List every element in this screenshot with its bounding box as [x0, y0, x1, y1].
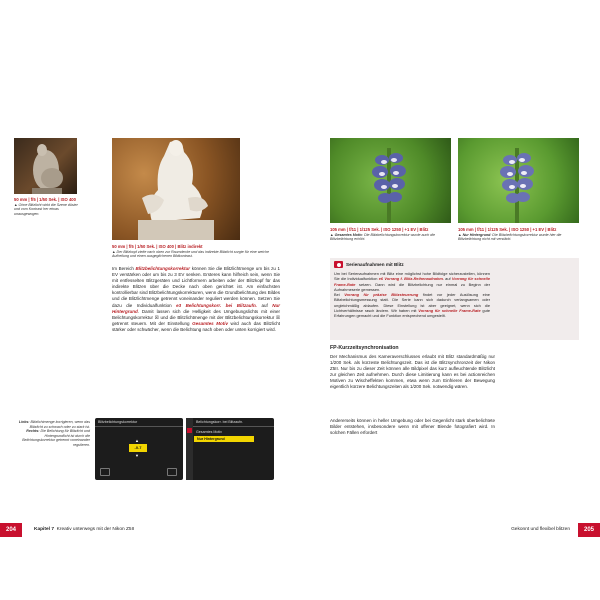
- camera-icon: [334, 261, 343, 268]
- photo2-caption-text: ▲ Der Blitzkopf zielte nach oben zur Raumdecke und das indirekte Blitzlicht sorgte für eine weiche Aufhellung und einen ausgeglichenen Bildkontrast.: [112, 250, 269, 259]
- section-heading: FP-Kurzzeitsynchronisation: [330, 345, 399, 351]
- term-gesamtes-motiv: Gesamtes Motiv: [192, 320, 228, 326]
- photo-lupine-whole-subject: [330, 138, 451, 223]
- photo-statue-no-flash: [14, 138, 77, 194]
- info-box-burst-flash: [330, 258, 579, 340]
- camera-screen-exposure-comp-flash: [186, 418, 274, 480]
- photo-lupine-background-only: [458, 138, 579, 223]
- custom-menu-icon: [187, 428, 192, 433]
- screen-left-title: Blitzbelichtungskorrektur: [98, 420, 138, 424]
- side-note: Links: Blitzlichtmenge korrigieren, wenn das Blitzlicht zu schwach oder zu stark ist. Rechts: Die Belichtung für Blitzlicht und Hintergrundlicht ist durch die Belichtungskorrektur getrennt voneinander regulieren.: [18, 420, 90, 447]
- term-nur-hintergrund: Nur Hintergrund: [112, 302, 280, 314]
- term-blitzbelichtungskorrektur: Blitzbelichtungskorrektur: [135, 266, 191, 271]
- footer-section-title: Gekonnt und flexibel blitzen: [511, 527, 570, 532]
- body-paragraph: Im Bereich Blitzbelichtungskorrektur können Sie die Blitzlichtmenge um bis zu 1 EV verstärken oder um bis zu 3 EV senken. Ersteres kann hilfreich sein, wenn Sie mit entfesselten Blitzgeräten und Lichtformern arbeiten oder der Blitzkopf für das indirekte Blitzen über die Decke nach oben gerichtet ist. Am einfachsten kontrollierbar sind Blitzbelichtungskorrekturen, wenn die Grundbelichtung des Bildes und die Blitzlichtmenge getrennt voneinander reguliert werden können. Setzen Sie dazu die Individualfunktion e3 Belichtungskorr. bei Blitzaufn. auf Nur Hintergrund. Damit lassen sich die Helligkeit des Umgebungslichts mit einer Belichtungskorrektur ☒ und die Blitzlichtmenge mit der Blitzbelichtungskorrektur ☒ getrennt steuern. Mit der Einstellung Gesamtes Motiv wird auch das Blitzlicht stärker oder schwächer, wenn die Belichtung nach oben oder unten korrigiert wird.: [112, 266, 280, 332]
- page-number-left: 204: [0, 523, 22, 537]
- page-number-right: 205: [578, 523, 600, 537]
- photo-statue-bounce-flash: [112, 138, 240, 240]
- box-title: Serienaufnahmen mit Blitz: [346, 262, 404, 267]
- photoB-caption-text: ▲ Nur Hintergrund: Die Blitzbelichtungskorrektur wurde hier die Blitzbelichtung nicht mit verstärkt.: [458, 233, 562, 242]
- option-nur-hintergrund: Nur Hintergrund: [197, 437, 225, 441]
- photoA-caption-text: ▲ Gesamtes Motiv: Die Blitzbelichtungskorrektur wurde auch die Blitzbelichtung erhöht.: [330, 233, 436, 242]
- camera-screen-flash-compensation: [95, 418, 183, 480]
- photoB-tech-caption: 105 mm | f/11 | 1/125 Sek. | ISO 1250 | +1 EV | Blitz: [458, 227, 557, 232]
- photoA-tech-caption: 105 mm | f/11 | 1/125 Sek. | ISO 1250 | +1 EV | Blitz: [330, 227, 429, 232]
- photo2-tech-caption: 50 mm | f/5 | 1/50 Sek. | ISO 400 | Blitz indirekt: [112, 244, 203, 249]
- footer-chapter: Kapitel 7 Kreativ unterwegs mit der Nikon Z5II: [34, 527, 135, 532]
- term-e3: e3 Belichtungskorr. bei Blitzaufn.: [176, 302, 257, 308]
- paragraph-fp-sync-1: Der Mechanismus des Kameraverschlusses erlaubt mit Blitz standardmäßig nur 1/200 Sek. als kürzeste Belichtungszeit. Das ist die Blitzsynchronzeit der Nikon Z5II. Nur bis zu dieser Zeit können alle Bildpixel das kurz aufleuchtende Blitzlicht zur gleichen Zeit aufnehmen. Durch diese Limitierung kann es bei actionreichen Motiven zu Wischeffekten kommen, etwa wenn zum Einfrieren der Bewegung eigentlich kürzere Belichtungszeiten als 1/200 Sek. notwendig wären.: [330, 354, 495, 390]
- box-text: Um bei Serienaufnahmen mit Blitz eine möglichst hohe Bildfolge sicherzustellen, können Sie die Individualfunktion e6 Vorrang f. Blitz-Reihenaufnahm. auf Vorrang für schnelle Frame-Rate setzen. Dann wird die Blitzbelichtung nur einmal zu Beginn der Aufnahmeserie gemessen. Bei Vorrang für präzise Blitzsteuerung findet vor jeder Auslösung eine Blitzbelichtungsmessung statt. Die Serie kann sich dadurch verlangsamen oder ungleichmäßig ablaufen. Diese Einstellung ist aber geeignet, wenn sich die Lichtverhältnisse rasch ändern. Wir haben mit Vorrang für schnelle Frame-Rate gute Erfahrungen gemacht und die Funktion entsprechend umgestellt.: [334, 271, 490, 319]
- ok-icon: [167, 468, 177, 476]
- compensation-value[interactable]: -0.7: [129, 444, 147, 452]
- option-nur-hintergrund-row[interactable]: [194, 436, 254, 442]
- menu-icon: [100, 468, 110, 476]
- paragraph-fp-sync-2: Andererseits können in heller Umgebung oder bei Gegenlicht stark überbelichtete Bilder entstehen, insbesondere wenn mit offener Blende fotografiert wird. In solchen Fällen erfordert: [330, 418, 495, 436]
- photo1-caption-text: ▲ Ohne Blitzlicht wirkt die Szene düster und vom Kontrast her etwas unausgewogen.: [14, 203, 78, 216]
- screen-right-title: Belichtungskorr. bei Blitzaufn.: [196, 420, 244, 424]
- option-gesamtes-motiv[interactable]: Gesamtes Motiv: [196, 430, 222, 434]
- up-arrow-icon: ▲: [135, 438, 139, 443]
- photo1-tech-caption: 50 mm | f/5 | 1/50 Sek. | ISO 400: [14, 197, 76, 202]
- down-arrow-icon: ▼: [135, 453, 139, 458]
